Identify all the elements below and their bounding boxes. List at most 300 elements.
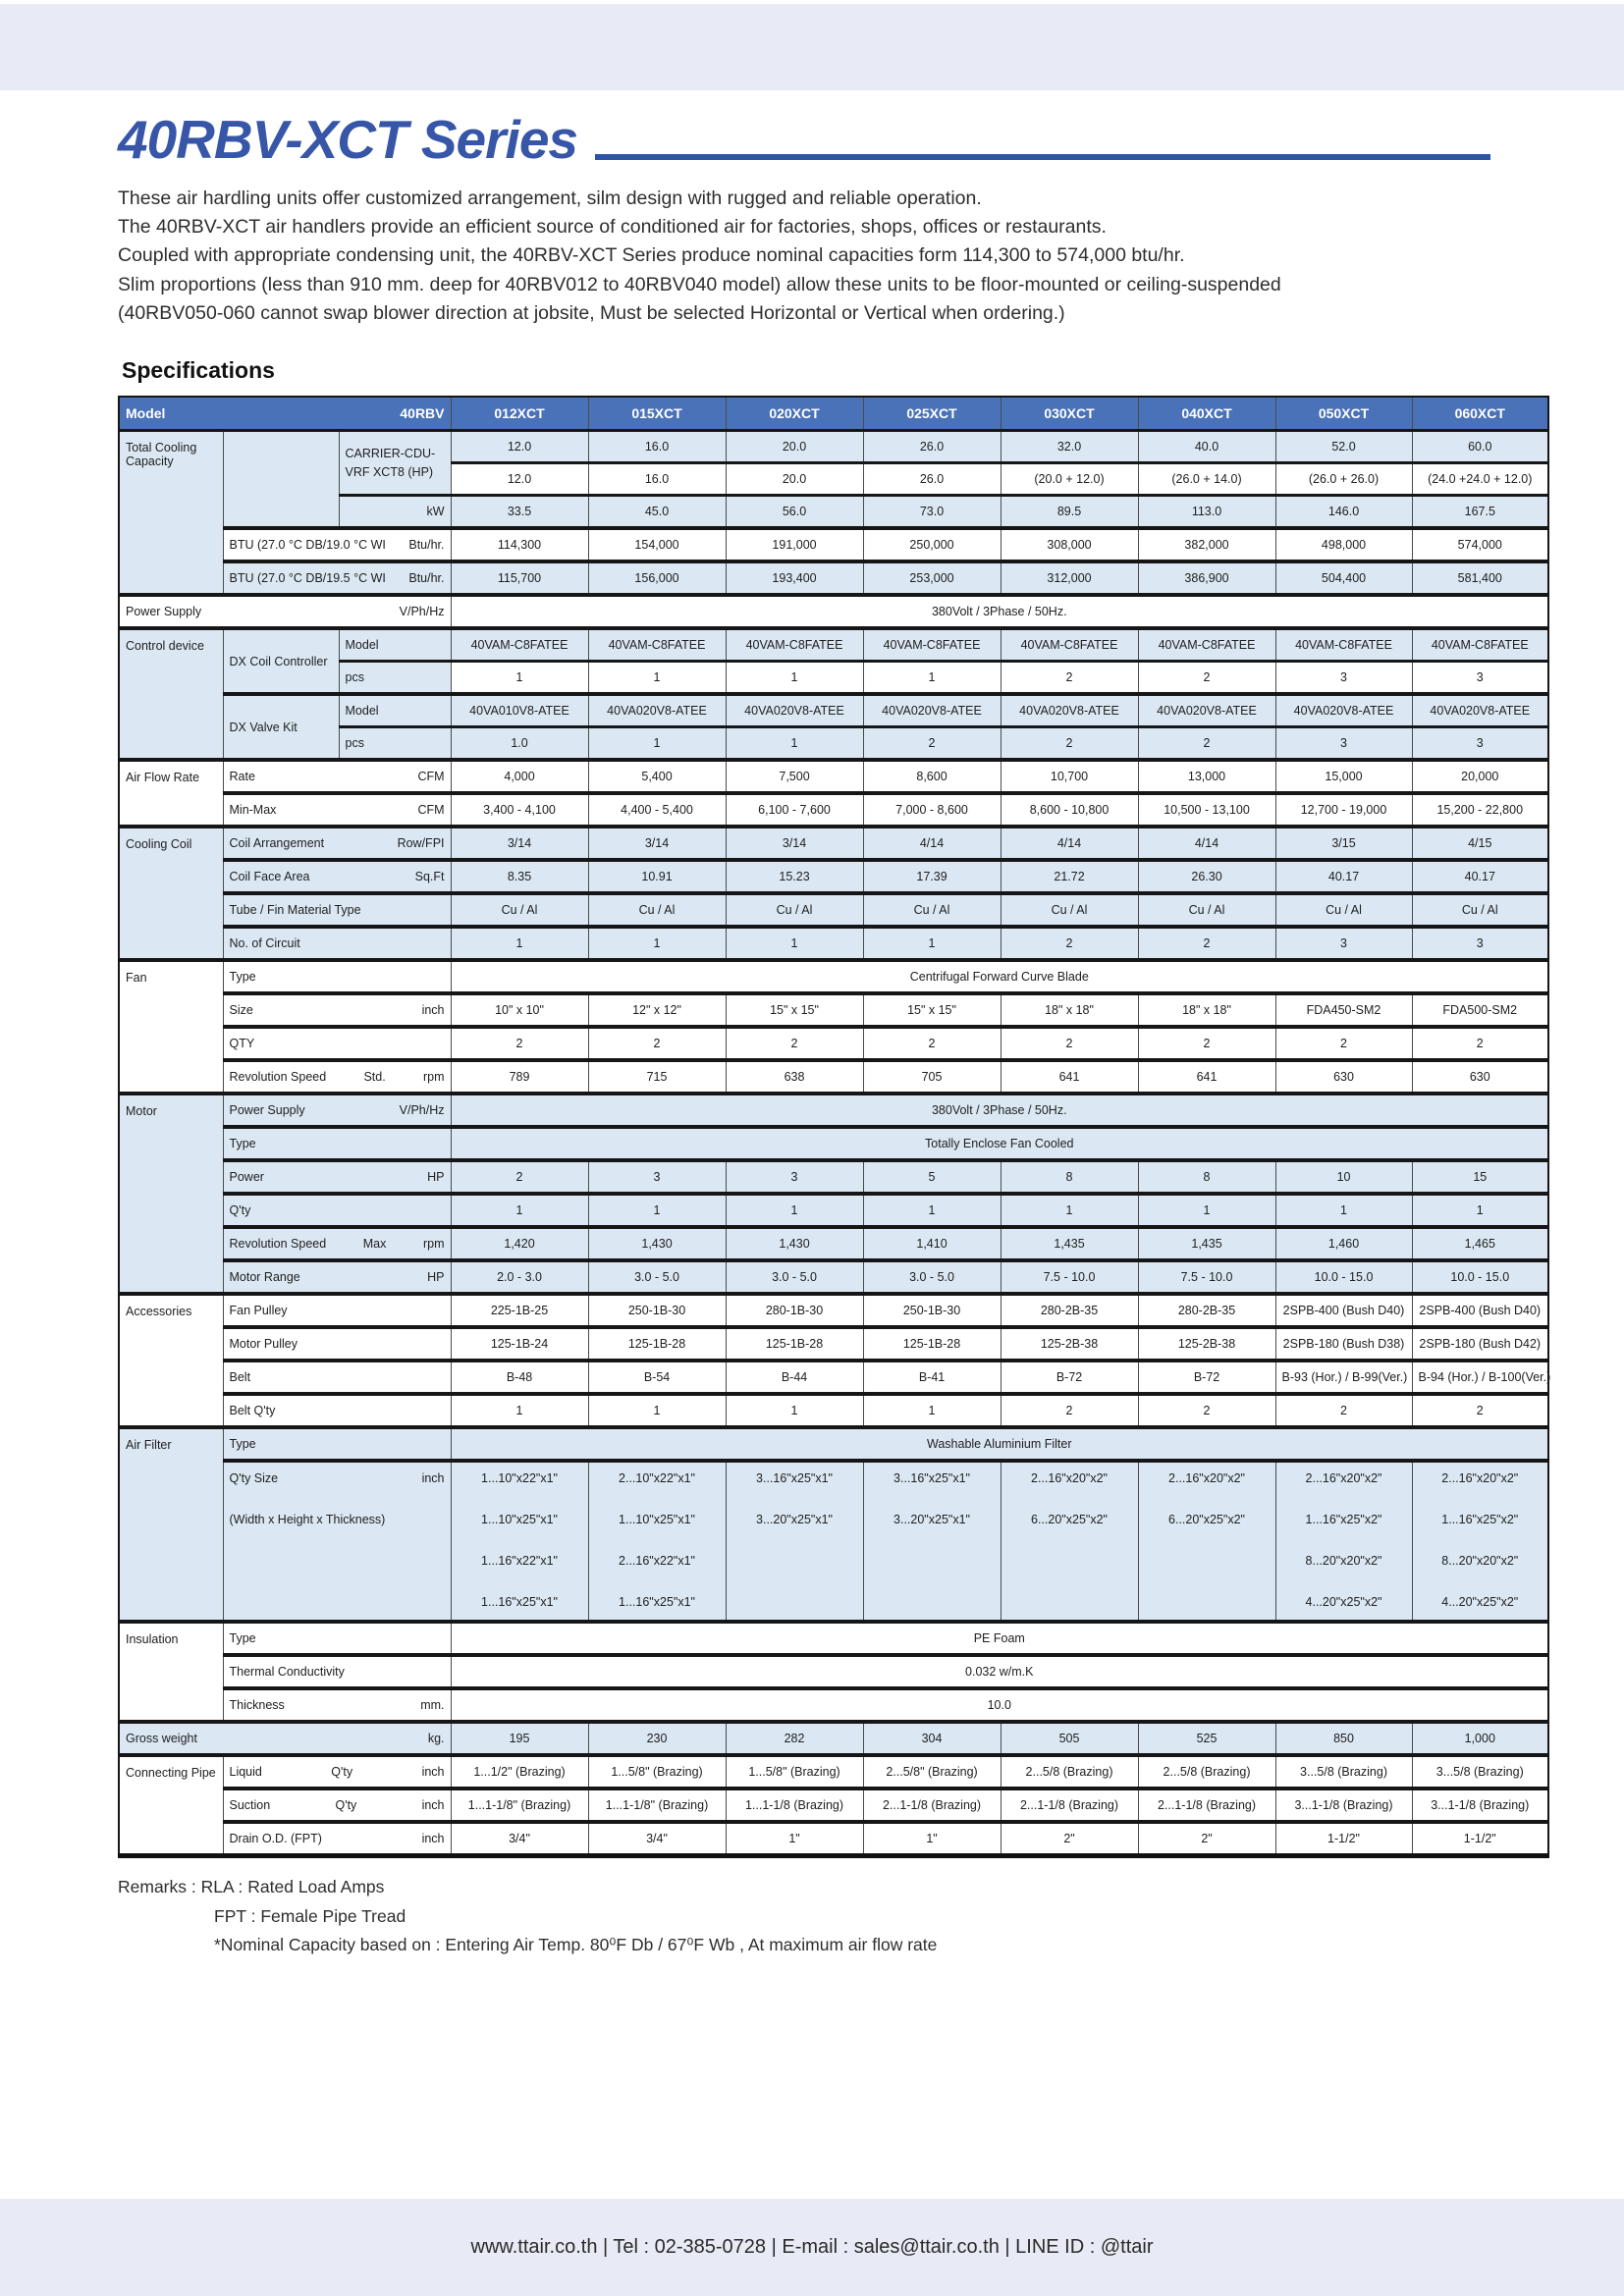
spec-cell: 1,430 [726,1227,863,1260]
spec-cell: 2" [1138,1822,1275,1856]
spec-cell: 3.0 - 5.0 [726,1260,863,1294]
spec-cell: 630 [1412,1060,1548,1094]
remark-line: *Nominal Capacity based on : Entering Air Temp. 80⁰F Db / 67⁰F Wb , At maximum air flow rate [214,1935,938,1955]
table-row [119,1294,1548,1327]
spec-cell: 2 [726,1027,863,1060]
row-label: Liquid Q'ty inch [223,1755,451,1789]
intro-line: These air hardling units offer customized arrangement, silm design with rugged and reliable operation. [118,187,982,209]
spec-cell: PE Foam [451,1622,1548,1655]
spec-cell: 1,000 [1412,1722,1548,1755]
table-row [119,595,1548,628]
spec-cell: 40VAM-C8FATEE [863,628,1001,662]
spec-cell: 1...1-1/8" (Brazing) [451,1789,588,1822]
spec-cell: 525 [1138,1722,1275,1755]
row-label: Tube / Fin Material Type [223,893,451,927]
spec-cell: (20.0 + 12.0) [1001,463,1138,496]
spec-cell: 250,000 [863,528,1001,561]
spec-cell: 10.0 [451,1688,1548,1722]
spec-cell: 60.0 [1412,431,1548,463]
table-row [119,1822,1548,1856]
spec-cell: 40VA020V8-ATEE [863,694,1001,727]
section-label: Air Filter [119,1427,223,1622]
spec-cell: 3/14 [726,827,863,860]
spec-cell: Totally Enclose Fan Cooled [451,1127,1548,1160]
spec-cell: 21.72 [1001,860,1138,893]
spec-cell: 3/4" [588,1822,726,1856]
section-label: Control device [119,628,223,760]
table-row [119,1688,1548,1722]
table-row [119,1394,1548,1427]
spec-cell: 40VA020V8-ATEE [588,694,726,727]
spec-cell: 40VA020V8-ATEE [1001,694,1138,727]
spec-cell: 3 [1275,727,1412,761]
spec-cell: 638 [726,1060,863,1094]
spec-cell: 4/15 [1412,827,1548,860]
row-label: Power Supply V/Ph/Hz [119,595,451,628]
header-model-column: 060XCT [1412,397,1548,431]
spec-cell: 18" x 18" [1001,993,1138,1027]
spec-cell: 4,000 [451,760,588,793]
spec-cell: 1...1-1/8" (Brazing) [588,1789,726,1822]
row-label: Coil Face Area Sq.Ft [223,860,451,893]
spec-cell: 3 [1412,927,1548,960]
row-label: Model [339,628,451,662]
spec-cell: 10.91 [588,860,726,893]
row-label [223,431,339,529]
row-label: Coil Arrangement Row/FPI [223,827,451,860]
spec-cell: 3 [726,1160,863,1194]
row-label: Motor Range HP [223,1260,451,1294]
spec-cell: 3.0 - 5.0 [588,1260,726,1294]
header-model-column: 020XCT [726,397,863,431]
table-row [119,528,1548,561]
table-row [119,1461,1548,1622]
spec-cell: 1,435 [1138,1227,1275,1260]
spec-cell: 498,000 [1275,528,1412,561]
spec-cell: 2 [1138,727,1275,761]
spec-cell: 1 [863,927,1001,960]
title-row [118,109,1547,170]
row-label: Gross weight kg. [119,1722,451,1755]
spec-cell: 2 [451,1027,588,1060]
spec-cell: 1 [588,1194,726,1227]
spec-cell: 40VAM-C8FATEE [1001,628,1138,662]
spec-cell: Cu / Al [1001,893,1138,927]
spec-cell: 1,435 [1001,1227,1138,1260]
spec-cell: (26.0 + 26.0) [1275,463,1412,496]
spec-cell: 1 [451,927,588,960]
spec-cell: 386,900 [1138,561,1275,595]
spec-cell: B-94 (Hor.) / B-100(Ver.) [1412,1361,1548,1394]
spec-cell: 1 [1001,1194,1138,1227]
table-row [119,1655,1548,1688]
spec-cell: 52.0 [1275,431,1412,463]
spec-cell: 1.0 [451,727,588,761]
spec-cell: 4/14 [863,827,1001,860]
spec-cell: 2.0 - 3.0 [451,1260,588,1294]
remark-line: FPT : Female Pipe Tread [214,1905,406,1926]
table-row [119,1755,1548,1789]
spec-cell: 382,000 [1138,528,1275,561]
spec-cell: 1...10"x22"x1" 1...10"x25"x1" 1...16"x22"x1" 1...16"x25"x1" [451,1461,588,1622]
table-row [119,1327,1548,1361]
spec-cell: 1 [1138,1194,1275,1227]
row-label: No. of Circuit [223,927,451,960]
table-row [119,1622,1548,1655]
spec-cell: 2SPB-180 (Bush D38) [1275,1327,1412,1361]
spec-cell: 8 [1138,1160,1275,1194]
spec-cell: 26.0 [863,431,1001,463]
spec-cell: 2...16"x20"x2" 1...16"x25"x2" 8...20"x20"x2" 4...20"x25"x2" [1275,1461,1412,1622]
spec-cell: 15" x 15" [863,993,1001,1027]
spec-cell: Cu / Al [588,893,726,927]
spec-cell: 2 [1001,662,1138,695]
spec-cell: 1,465 [1412,1227,1548,1260]
spec-cell: 581,400 [1412,561,1548,595]
title-underline [595,154,1490,160]
spec-cell: 225-1B-25 [451,1294,588,1327]
spec-cell: 7.5 - 10.0 [1138,1260,1275,1294]
spec-cell: 89.5 [1001,496,1138,529]
spec-cell: 3/14 [451,827,588,860]
table-row [119,760,1548,793]
table-row [119,1361,1548,1394]
row-label: Q'ty Size inch (Width x Height x Thickness) [223,1461,451,1622]
spec-cell: 1...1/2" (Brazing) [451,1755,588,1789]
spec-cell: 3 [1275,927,1412,960]
spec-cell: 40VA020V8-ATEE [726,694,863,727]
spec-cell: 1 [588,727,726,761]
spec-cell: 1 [1412,1194,1548,1227]
spec-cell: 2 [451,1160,588,1194]
spec-cell: 13,000 [1138,760,1275,793]
spec-cell: 2...5/8 (Brazing) [1138,1755,1275,1789]
spec-cell: 154,000 [588,528,726,561]
spec-cell: 1 [863,1394,1001,1427]
spec-cell: 2SPB-400 (Bush D40) [1412,1294,1548,1327]
row-label: Type [223,1622,451,1655]
row-label: pcs [339,727,451,761]
spec-cell: 2 [1412,1027,1548,1060]
spec-cell: 1 [1275,1194,1412,1227]
spec-cell: 32.0 [1001,431,1138,463]
spec-cell: 3 [1412,662,1548,695]
spec-cell: 193,400 [726,561,863,595]
row-label: Drain O.D. (FPT) inch [223,1822,451,1856]
spec-cell: 15 [1412,1160,1548,1194]
spec-cell: 3,400 - 4,100 [451,793,588,827]
spec-cell: 4,400 - 5,400 [588,793,726,827]
table-row [119,1427,1548,1461]
row-label: Type [223,1127,451,1160]
row-label: Thermal Conductivity [223,1655,451,1688]
row-label: Type [223,1427,451,1461]
spec-cell: 280-2B-35 [1001,1294,1138,1327]
spec-cell: 20,000 [1412,760,1548,793]
spec-cell: Centrifugal Forward Curve Blade [451,960,1548,993]
spec-cell: 380Volt / 3Phase / 50Hz. [451,595,1548,628]
spec-cell: 304 [863,1722,1001,1755]
spec-cell: 1" [726,1822,863,1856]
spec-cell: 40VAM-C8FATEE [1275,628,1412,662]
spec-cell: 33.5 [451,496,588,529]
spec-cell: 3 [588,1160,726,1194]
spec-cell: 6,100 - 7,600 [726,793,863,827]
spec-cell: 8,600 [863,760,1001,793]
section-label: Insulation [119,1622,223,1722]
spec-cell: 1,430 [588,1227,726,1260]
spec-cell: 20.0 [726,431,863,463]
spec-cell: 125-1B-24 [451,1327,588,1361]
spec-cell: 2 [1412,1394,1548,1427]
table-row [119,1160,1548,1194]
spec-cell: 10,700 [1001,760,1138,793]
table-row [119,827,1548,860]
spec-cell: 40VA010V8-ATEE [451,694,588,727]
row-label: BTU (27.0 °C DB/19.0 °C WI Btu/hr. [223,528,451,561]
spec-cell: 56.0 [726,496,863,529]
specifications-heading: Specifications [122,357,275,383]
header-model-column: 040XCT [1138,397,1275,431]
spec-cell: 15,000 [1275,760,1412,793]
section-label: Connecting Pipe [119,1755,223,1856]
row-label: Motor Pulley [223,1327,451,1361]
spec-cell: 12.0 [451,431,588,463]
spec-cell: 3...1-1/8 (Brazing) [1412,1789,1548,1822]
spec-cell: 45.0 [588,496,726,529]
row-label: Revolution Speed Max rpm [223,1227,451,1260]
table-row [119,960,1548,993]
intro-line: Slim proportions (less than 910 mm. deep for 40RBV012 to 40RBV040 model) allow these units to be floor-mounted or ceiling-suspended [118,273,1281,295]
spec-cell: 2SPB-400 (Bush D40) [1275,1294,1412,1327]
spec-cell: 10 [1275,1160,1412,1194]
spec-cell: 3...16"x25"x1" 3...20"x25"x1" [863,1461,1001,1622]
spec-cell: 156,000 [588,561,726,595]
spec-cell: 1 [588,1394,726,1427]
spec-cell: 1...5/8" (Brazing) [588,1755,726,1789]
spec-cell: 3...5/8 (Brazing) [1275,1755,1412,1789]
spec-cell: 167.5 [1412,496,1548,529]
spec-cell: 12.0 [451,463,588,496]
spec-cell: 7,000 - 8,600 [863,793,1001,827]
spec-cell: 12" x 12" [588,993,726,1027]
spec-cell: 4/14 [1138,827,1275,860]
table-row [119,561,1548,595]
spec-cell: 2 [588,1027,726,1060]
spec-cell: 2 [1138,1027,1275,1060]
spec-cell: 115,700 [451,561,588,595]
spec-cell: 2 [1275,1394,1412,1427]
spec-cell: Cu / Al [1275,893,1412,927]
spec-cell: 250-1B-30 [588,1294,726,1327]
row-label: Model [339,694,451,727]
spec-cell: 125-1B-28 [588,1327,726,1361]
spec-cell: 40VA020V8-ATEE [1412,694,1548,727]
spec-cell: 280-2B-35 [1138,1294,1275,1327]
intro-line: (40RBV050-060 cannot swap blower direction at jobsite, Must be selected Horizontal or Vertical when ordering.) [118,301,1065,324]
spec-cell: Cu / Al [1138,893,1275,927]
spec-cell: 3...16"x25"x1" 3...20"x25"x1" [726,1461,863,1622]
spec-cell: 73.0 [863,496,1001,529]
table-header-row [119,397,1548,431]
header-model-column: 012XCT [451,397,588,431]
spec-cell: 26.30 [1138,860,1275,893]
content [118,90,1551,1963]
spec-cell: 505 [1001,1722,1138,1755]
spec-cell: 1 [726,662,863,695]
remarks [118,1876,1547,1957]
spec-cell: 789 [451,1060,588,1094]
spec-cell: 2 [1001,927,1138,960]
table-row [119,893,1548,927]
spec-cell: 2 [1001,1027,1138,1060]
spec-cell: 253,000 [863,561,1001,595]
spec-cell: 3...5/8 (Brazing) [1412,1755,1548,1789]
spec-cell: 5 [863,1160,1001,1194]
spec-cell: 1 [588,927,726,960]
spec-cell: 2" [1001,1822,1138,1856]
spec-cell: 40VAM-C8FATEE [451,628,588,662]
row-label: Fan Pulley [223,1294,451,1327]
spec-cell: 1,460 [1275,1227,1412,1260]
intro-line: Coupled with appropriate condensing unit, the 40RBV-XCT Series produce nominal capacities form 114,300 to 574,000 btu/hr. [118,244,1185,267]
spec-cell: 10.0 - 15.0 [1275,1260,1412,1294]
spec-cell: 1 [726,927,863,960]
spec-cell: 1 [451,1194,588,1227]
row-label: BTU (27.0 °C DB/19.5 °C WI Btu/hr. [223,561,451,595]
row-label: Thickness mm. [223,1688,451,1722]
spec-cell: 40VAM-C8FATEE [726,628,863,662]
spec-cell: 2...16"x20"x2" 6...20"x25"x2" [1001,1461,1138,1622]
spec-cell: 3.0 - 5.0 [863,1260,1001,1294]
row-label: Size inch [223,993,451,1027]
table-row [119,1127,1548,1160]
page-title: 40RBV-XCT Series [118,109,577,170]
spec-cell: B-48 [451,1361,588,1394]
row-label: QTY [223,1027,451,1060]
spec-cell: 1 [451,1394,588,1427]
spec-cell: 40.0 [1138,431,1275,463]
section-label: Total Cooling Capacity [119,431,223,596]
spec-cell: 10" x 10" [451,993,588,1027]
spec-cell: 3/4" [451,1822,588,1856]
header-model-cell: Model 40RBV [119,397,451,431]
spec-cell: 16.0 [588,463,726,496]
spec-cell: 15,200 - 22,800 [1412,793,1548,827]
spec-cell: Cu / Al [451,893,588,927]
row-label: Min-Max CFM [223,793,451,827]
spec-cell: 250-1B-30 [863,1294,1001,1327]
remark-line: Remarks : RLA : Rated Load Amps [118,1877,385,1896]
row-label: pcs [339,662,451,695]
table-row [119,628,1548,662]
spec-cell: 8,600 - 10,800 [1001,793,1138,827]
spec-cell: 1-1/2" [1275,1822,1412,1856]
spec-cell: 2SPB-180 (Bush D42) [1412,1327,1548,1361]
spec-cell: 1,420 [451,1227,588,1260]
spec-cell: 146.0 [1275,496,1412,529]
row-label: Suction Q'ty inch [223,1789,451,1822]
row-label: DX Coil Controller [223,628,339,694]
section-label: Accessories [119,1294,223,1427]
spec-cell: 641 [1138,1060,1275,1094]
spec-cell: 2 [1001,727,1138,761]
table-row [119,793,1548,827]
table-row [119,431,1548,463]
spec-cell: B-41 [863,1361,1001,1394]
row-label: CARRIER-CDU- VRF XCT8 (HP) [339,431,451,496]
spec-cell: Cu / Al [863,893,1001,927]
spec-cell: Washable Aluminium Filter [451,1427,1548,1461]
spec-cell: 40.17 [1275,860,1412,893]
row-label: kW [339,496,451,529]
table-row [119,860,1548,893]
intro-line: The 40RBV-XCT air handlers provide an efficient source of conditioned air for factories, shops, offices or restaurants. [118,216,1107,238]
row-label: Power HP [223,1160,451,1194]
spec-cell: 2 [863,727,1001,761]
spec-cell: Cu / Al [1412,893,1548,927]
spec-cell: 3 [1275,662,1412,695]
spec-cell: 280-1B-30 [726,1294,863,1327]
spec-cell: 195 [451,1722,588,1755]
spec-cell: 850 [1275,1722,1412,1755]
spec-cell: B-54 [588,1361,726,1394]
spec-cell: 2...1-1/8 (Brazing) [1001,1789,1138,1822]
spec-cell: 15" x 15" [726,993,863,1027]
spec-cell: 125-2B-38 [1001,1327,1138,1361]
header-model-column: 050XCT [1275,397,1412,431]
spec-cell: Cu / Al [726,893,863,927]
spec-cell: 2...10"x22"x1" 1...10"x25"x1" 2...16"x22"x1" 1...16"x25"x1" [588,1461,726,1622]
spec-cell: 1 [451,662,588,695]
spec-cell: 380Volt / 3Phase / 50Hz. [451,1094,1548,1127]
top-band [0,4,1624,90]
spec-cell: 15.23 [726,860,863,893]
spec-cell: 8.35 [451,860,588,893]
spec-cell: 1,410 [863,1227,1001,1260]
table-row [119,1260,1548,1294]
spec-cell: 3/15 [1275,827,1412,860]
spec-cell: 16.0 [588,431,726,463]
spec-cell: 125-1B-28 [726,1327,863,1361]
table-row [119,1194,1548,1227]
spec-cell: 1-1/2" [1412,1822,1548,1856]
spec-cell: 3...1-1/8 (Brazing) [1275,1789,1412,1822]
spec-cell: 40.17 [1412,860,1548,893]
table-row [119,1027,1548,1060]
spec-cell: 10,500 - 13,100 [1138,793,1275,827]
table-row [119,1722,1548,1755]
spec-cell: 2 [1138,662,1275,695]
spec-cell: 2...5/8" (Brazing) [863,1755,1001,1789]
table-row [119,1094,1548,1127]
spec-cell: 40VAM-C8FATEE [1412,628,1548,662]
spec-cell: 715 [588,1060,726,1094]
table-row [119,1227,1548,1260]
spec-cell: B-93 (Hor.) / B-99(Ver.) [1275,1361,1412,1394]
footer-contact: www.ttair.co.th | Tel : 02-385-0728 | E-mail : sales@ttair.co.th | LINE ID : @ttair [470,2236,1154,2258]
spec-cell: 40VAM-C8FATEE [588,628,726,662]
header-model-column: 030XCT [1001,397,1138,431]
spec-cell: 113.0 [1138,496,1275,529]
spec-cell: 2 [1138,927,1275,960]
spec-cell: 312,000 [1001,561,1138,595]
spec-cell: 7,500 [726,760,863,793]
header-model-column: 015XCT [588,397,726,431]
spec-cell: 308,000 [1001,528,1138,561]
spec-cell: B-44 [726,1361,863,1394]
spec-table [118,396,1549,1858]
